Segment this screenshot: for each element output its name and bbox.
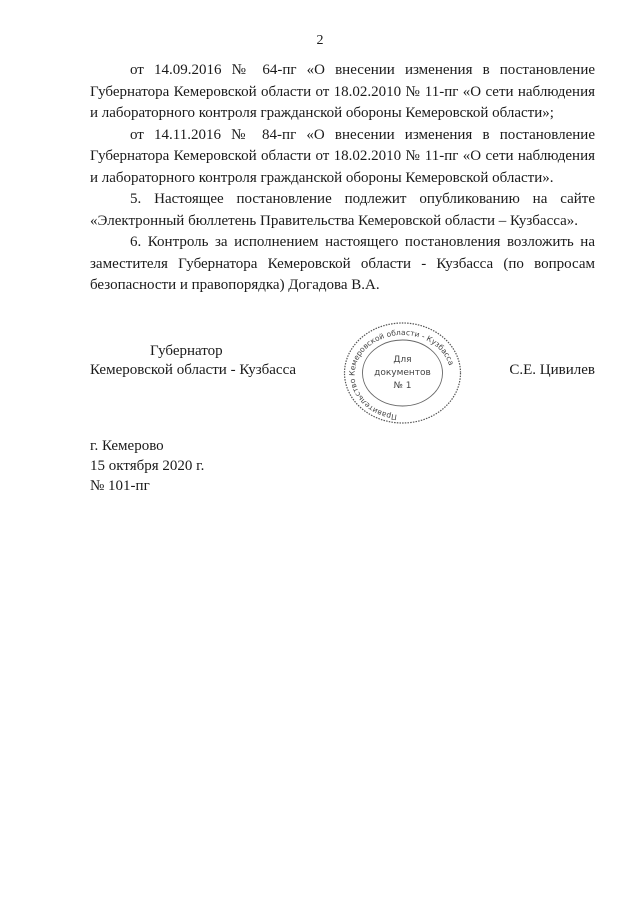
official-stamp [335, 318, 470, 428]
paragraph-amendment-84: от 14.11.2016 № 84-пг «О внесении изменения в постановление Губернатора Кемеровской области от 18.02.2010 № 11-пг «О сети наблюдения и лабораторного контроля гражданской обороны Кемеровской области». [90, 126, 595, 186]
document-number: № 101-пг [90, 478, 150, 494]
page-number: 2 [316, 33, 324, 48]
stamp-center-line1: Для [393, 355, 412, 365]
document-city: г. Кемерово [90, 438, 164, 454]
stamp-center-line2: документов [374, 368, 431, 378]
stamp-ring-text: Правительство Кемеровской области - Кузбасса [347, 327, 456, 422]
paragraph-control: 6. Контроль за исполнением настоящего постановления возложить на заместителя Губернатора Кемеровской области - Кузбасса (по вопросам безопасности и правопорядка) Догадова В.А. [90, 234, 595, 293]
paragraph-amendment-64: от 14.09.2016 № 64-пг «О внесении изменения в постановление Губернатора Кемеровской области от 18.02.2010 № 11-пг «О сети наблюдения и лабораторного контроля гражданской обороны Кемеровской области»; [90, 62, 595, 121]
signatory-region: Кемеровской области - Кузбасса [90, 362, 297, 378]
document-date: 15 октября 2020 г. [90, 458, 205, 474]
signatory-title: Губернатор [150, 343, 223, 359]
paragraph-publication: 5. Настоящее постановление подлежит опубликованию на сайте «Электронный бюллетень Правительства Кемеровской области – Кузбасса». [90, 191, 595, 229]
signatory-name: С.Е. Цивилев [509, 362, 595, 378]
stamp-center-line3: № 1 [393, 381, 412, 391]
document-body [90, 60, 595, 297]
document-footer [90, 436, 204, 496]
